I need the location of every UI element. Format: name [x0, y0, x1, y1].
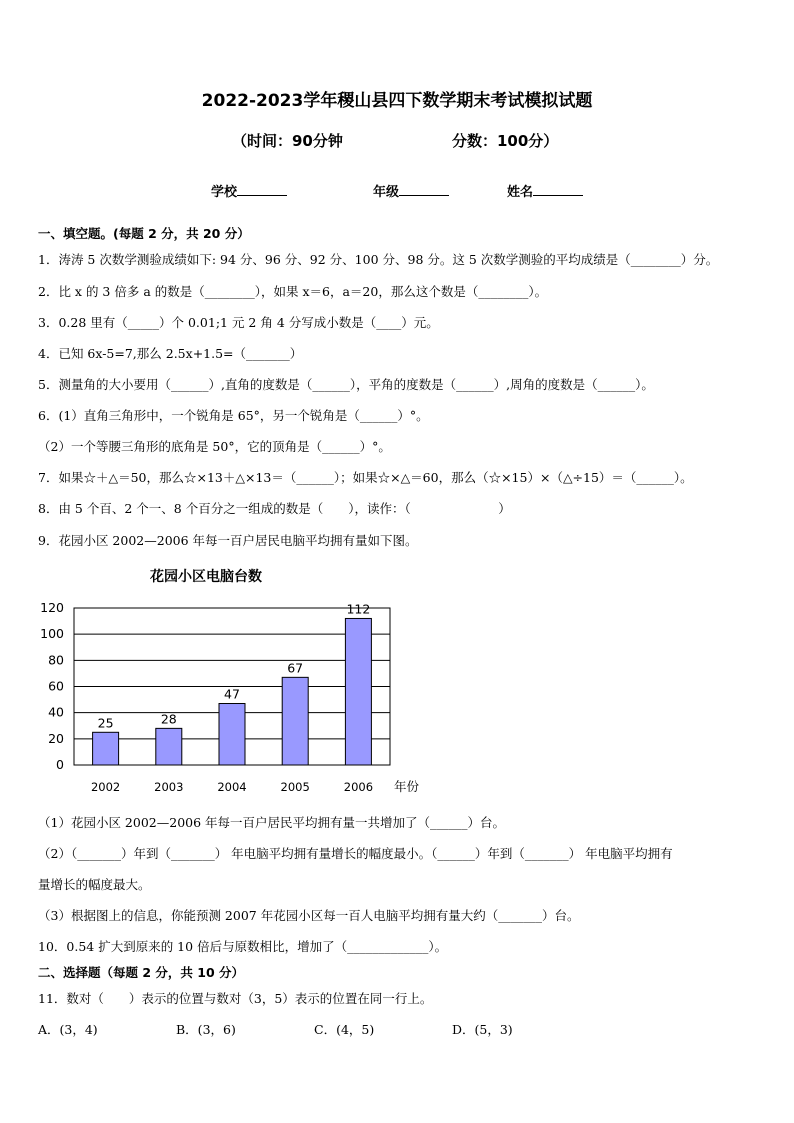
exam-time: （时间：90分钟 — [232, 132, 343, 150]
option-c: C．(4，5) — [314, 1022, 375, 1037]
option-b: B．(3，6) — [176, 1022, 236, 1037]
name-blank — [533, 183, 583, 196]
question-2: 2．比 x 的 3 倍多 a 的数是（________），如果 x＝6，a＝20，那么这个数是（________）。 — [38, 284, 548, 299]
question-6-2: （2）一个等腰三角形的底角是 50°，它的顶角是（______）°。 — [38, 439, 391, 454]
question-5: 5．测量角的大小要用（______）,直角的度数是（______），平角的度数是（______）,周角的度数是（______）。 — [38, 377, 654, 392]
section-1-heading: 一、填空题。(每题 2 分，共 20 分） — [38, 226, 250, 241]
question-3: 3．0.28 里有（_____）个 0.01;1 元 2 角 4 分写成小数是（____）元。 — [38, 315, 439, 330]
question-1: 1．涛涛 5 次数学测验成绩如下: 94 分、96 分、92 分、100 分、98 分。这 5 次数学测验的平均成绩是（________）分。 — [38, 252, 719, 267]
question-9-1: （1）花园小区 2002—2006 年每一百户居民平均拥有量一共增加了（______）台。 — [38, 815, 506, 830]
bar-2006 — [345, 618, 371, 765]
grade-label: 年级 — [373, 185, 400, 200]
x-tick-label-2005: 2005 — [280, 780, 310, 794]
question-8: 8．由 5 个百、2 个一、8 个百分之一组成的数是（ ），读作：（ ） — [38, 501, 511, 516]
chart-title: 花园小区电脑台数 — [150, 569, 262, 585]
x-tick-label-2004: 2004 — [217, 780, 247, 794]
question-6-1: 6．(1）直角三角形中，一个锐角是 65°，另一个锐角是（______）°。 — [38, 408, 429, 423]
x-tick-label-2006: 2006 — [343, 780, 374, 794]
question-9: 9．花园小区 2002—2006 年每一百户居民电脑平均拥有量如下图。 — [38, 533, 418, 548]
question-9-2: （2）（_______）年到（_______） 年电脑平均拥有量增长的幅度最小。（______）年到（_______） 年电脑平均拥有 — [38, 846, 673, 861]
school-field — [211, 181, 287, 200]
bar-chart — [30, 595, 450, 800]
y-tick-label: 0 — [56, 757, 64, 772]
name-field — [507, 181, 583, 200]
page-title: 2022-2023学年稷山县四下数学期末考试模拟试题 — [201, 91, 593, 111]
name-label: 姓名 — [507, 185, 534, 200]
question-11: 11．数对（ ）表示的位置与数对（3，5）表示的位置在同一行上。 — [38, 991, 433, 1006]
option-d: D．(5，3) — [452, 1022, 513, 1037]
bar-2005 — [282, 677, 308, 765]
bar-2004 — [219, 704, 245, 765]
data-label-2003: 28 — [160, 711, 177, 727]
data-label-2005: 67 — [287, 660, 304, 676]
question-9-2-cont: 量增长的幅度最大。 — [38, 877, 151, 892]
x-tick-label-2003: 2003 — [154, 780, 184, 794]
x-axis-label: 年份 — [394, 779, 420, 794]
question-9-3: （3）根据图上的信息，你能预测 2007 年花园小区每一百人电脑平均拥有量大约（_______）台。 — [38, 908, 580, 923]
x-axis-ticks — [91, 780, 373, 794]
data-label-2004: 47 — [224, 686, 240, 702]
grade-blank — [399, 183, 449, 196]
school-label: 学校 — [211, 185, 238, 200]
bar-2002 — [93, 732, 119, 765]
x-tick-label-2002: 2002 — [90, 780, 121, 794]
y-tick-label: 120 — [40, 600, 64, 615]
data-label-2002: 25 — [97, 715, 114, 731]
y-tick-label: 40 — [48, 704, 64, 720]
y-tick-label: 80 — [48, 652, 64, 668]
y-tick-label: 60 — [48, 678, 64, 694]
question-7: 7．如果☆＋△＝50，那么☆×13＋△×13＝（______）；如果☆×△＝60，那么（☆×15）×（△÷15）＝（______）。 — [38, 470, 693, 485]
bar-2003 — [156, 728, 182, 765]
y-tick-label: 100 — [40, 626, 64, 642]
question-4: 4．已知 6x-5=7,那么 2.5x+1.5=（_______） — [38, 346, 303, 361]
y-tick-label: 20 — [48, 730, 64, 746]
exam-score: 分数：100分） — [452, 132, 559, 150]
option-a: A．(3，4) — [38, 1022, 98, 1037]
school-blank — [237, 183, 287, 196]
grade-field — [373, 181, 449, 200]
section-2-heading: 二、选择题（每题 2 分，共 10 分） — [38, 965, 245, 980]
y-axis-ticks — [40, 600, 64, 772]
question-10: 10．0.54 扩大到原来的 10 倍后与原数相比，增加了（_____________）。 — [38, 939, 448, 954]
data-label-2006: 112 — [346, 601, 371, 617]
